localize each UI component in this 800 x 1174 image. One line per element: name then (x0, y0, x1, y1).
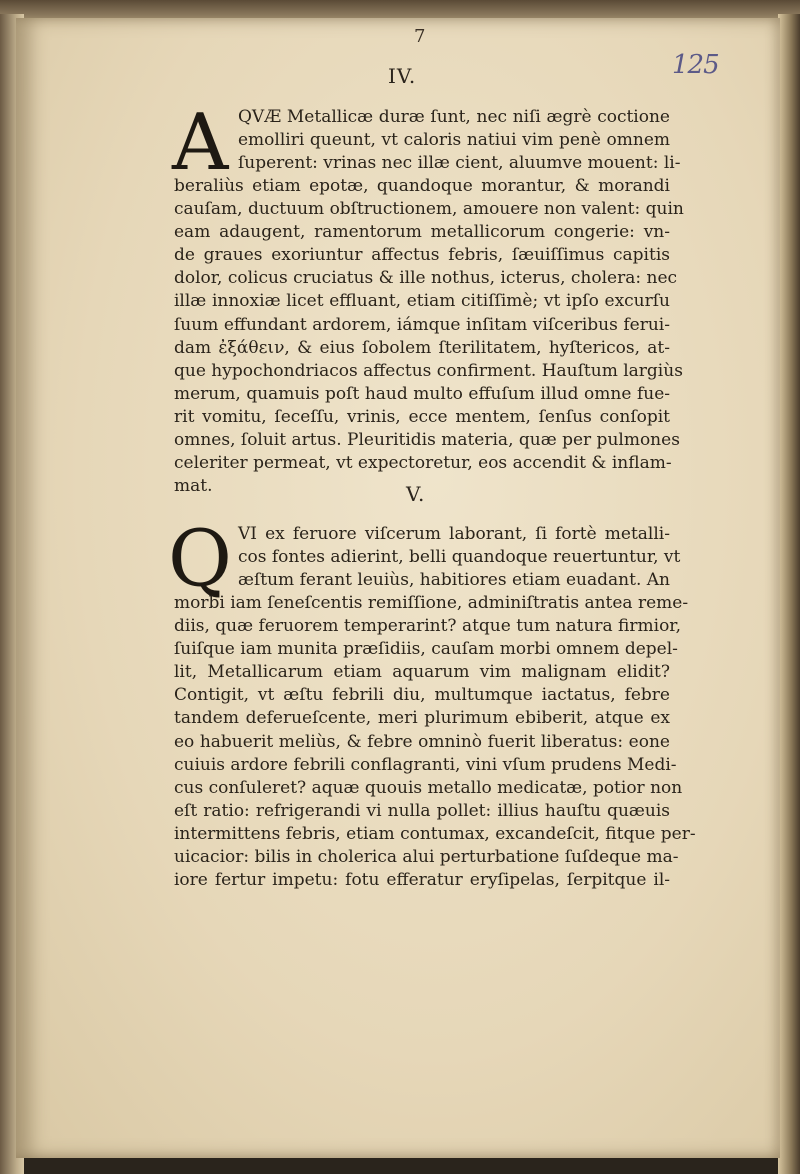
text-line: dam ἐξάθειν, & eius ſobolem ſterilitatem, hyſtericos, at- (174, 337, 670, 358)
text-line: dolor, colicus cruciatus & ille nothus, icterus, cholera: nec (174, 268, 678, 289)
text-line: iore fertur impetu: fotu efferatur eryſipelas, ſerpitque il- (174, 870, 670, 891)
section-iv-heading: IV. (388, 64, 417, 88)
text-line: mat. (174, 476, 213, 497)
text-line: ſuum effundant ardorem, iámque inſitam viſceribus ferui- (174, 314, 670, 335)
text-line: eam adaugent, ramentorum metallicorum congerie: vn- (174, 222, 670, 243)
section-v-indented-text (238, 523, 681, 592)
text-line: tandem deferueſcente, meri plurimum ebiberit, atque ex (174, 708, 670, 729)
text-line: QVÆ Metallicæ duræ ſunt, nec niſi ægrè coctione (238, 107, 670, 127)
text-line: illæ innoxiæ licet effluant, etiam citiſſimè; vt ipſo excurſu (174, 291, 670, 312)
text-line: merum, quamuis poſt haud multo effuſum illud omne fue- (174, 383, 670, 404)
text-line: beraliùs etiam epotæ, quandoque morantur, & morandi (174, 176, 670, 196)
book-right-edge (778, 14, 800, 1174)
text-line: cus conſuleret? aquæ quouis metallo medicatæ, potior non (174, 777, 683, 798)
text-line: emolliri queunt, vt caloris natiui vim penè omnem (238, 130, 670, 151)
section-iv-body-text (174, 175, 684, 498)
text-line: cauſam, ductuum obſtructionem, amouere non valent: quin (174, 199, 684, 220)
text-line: cos fontes adierint, belli quandoque reuertuntur, vt (238, 547, 681, 568)
text-line: morbi iam ſeneſcentis remiſſione, adminiſtratis antea reme- (174, 593, 689, 613)
text-line: celeriter permeat, vt expectoretur, eos accendit & inflam- (174, 453, 672, 474)
text-line: lit, Metallicarum etiam aquarum vim malignam elidit? (174, 662, 670, 683)
section-v-body-text (174, 592, 696, 892)
text-line: eſt ratio: refrigerandi vi nulla pollet: illius hauſtu quæuis (174, 800, 670, 821)
text-line: de graues exoriuntur affectus febris, ſæuiſſimus capitis (174, 245, 670, 266)
text-line: VI ex feruore viſcerum laborant, ſi fortè metalli- (238, 524, 670, 544)
section-iv-dropcap: A (172, 98, 229, 188)
section-iv-indented-text (238, 106, 681, 175)
text-line: ſuperent: vrinas nec illæ cient, aluumve mouent: li- (238, 153, 681, 174)
text-line: æſtum ferant leuiùs, habitiores etiam euadant. An (238, 570, 670, 591)
text-line: cuiuis ardore febrili conflagranti, vini vſum prudens Medi- (174, 754, 677, 775)
handwritten-page-number: 125 (672, 50, 719, 80)
section-v-dropcap: Q (168, 514, 232, 604)
text-line: que hypochondriacos affectus confirment. Hauſtum largiùs (174, 360, 683, 381)
text-line: Contigit, vt æſtu febrili diu, multumque iactatus, febre (174, 685, 670, 706)
text-line: intermittens febris, etiam contumax, excandeſcit, fitque per- (174, 823, 696, 844)
book-page (16, 18, 780, 1158)
text-line: rit vomitu, ſeceſſu, vrinis, ecce mentem, ſenſus conſopit (174, 406, 670, 427)
text-line: ſuiſque iam munita præſidiis, cauſam morbi omnem depel- (174, 639, 678, 660)
text-line: omnes, ſoluit artus. Pleuritidis materia, quæ per pulmones (174, 430, 680, 451)
folio-number: 7 (414, 26, 426, 47)
text-line: diis, quæ feruorem temperarint? atque tum natura firmior, (174, 616, 681, 637)
text-line: eo habuerit meliùs, & febre omninò fuerit liberatus: eone (174, 731, 670, 752)
section-v-heading: V. (406, 482, 426, 506)
text-line: uicacior: bilis in cholerica alui perturbatione ſuſdeque ma- (174, 847, 679, 868)
